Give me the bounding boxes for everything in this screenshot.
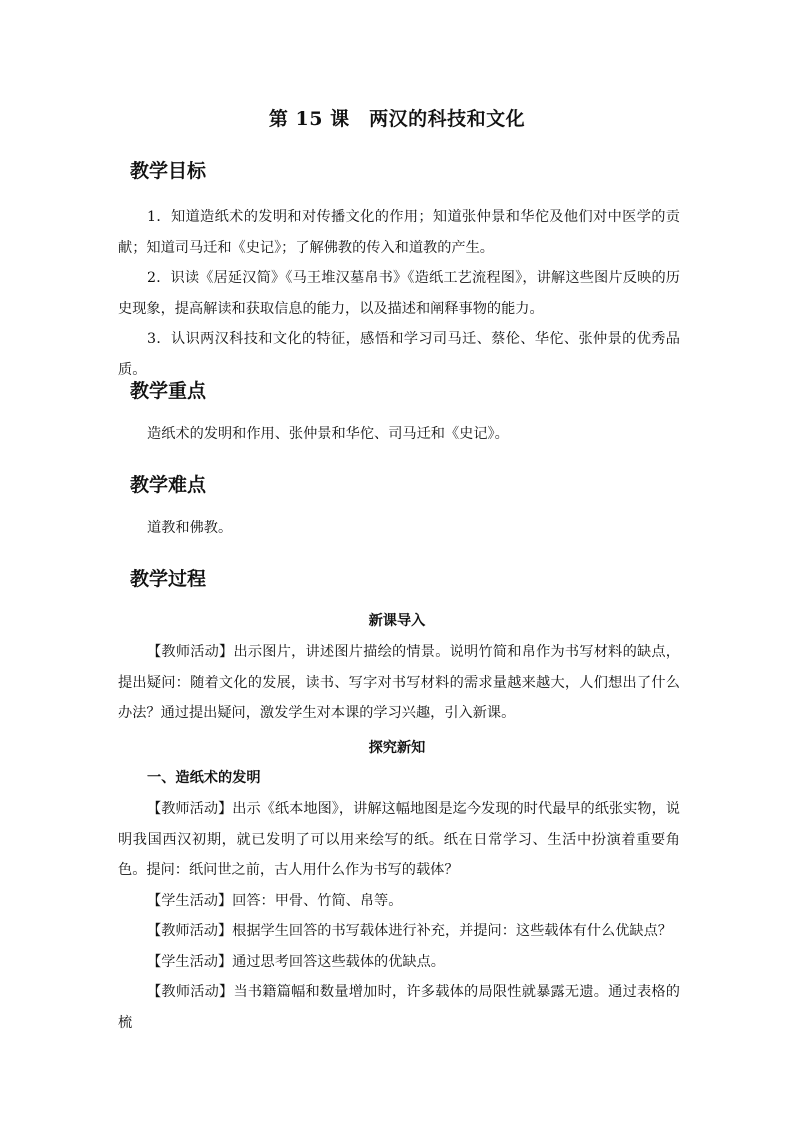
goal-item: 1．知道造纸术的发明和对传播文化的作用；知道张仲景和华佗及他们对中医学的贡献；知道司马迁和《史记》；了解佛教的传入和道教的产生。 (118, 209, 680, 256)
subheading-explore: 探究新知 (368, 740, 426, 756)
paragraph: 【教师活动】根据学生回答的书写载体进行补充，并提问：这些载体有什么优缺点？ (147, 923, 672, 939)
key-points-text: 造纸术的发明和作用、张仲景和华佗、司马迁和《史记》。 (147, 426, 509, 442)
section-title-paper: 一、造纸术的发明 (147, 770, 261, 786)
paragraph: 【教师活动】出示《纸本地图》，讲解这幅地图是迄今发现的时代最早的纸张实物，说明我国西汉初期，就已发明了可以用来绘写的纸。纸在日常学习、生活中扮演着重要角色。提问：纸问世之前，古人用什么作为书写的载体？ (118, 801, 680, 878)
subheading-intro: 新课导入 (368, 613, 426, 629)
intro-text: 【教师活动】出示图片，讲述图片描绘的情景。说明竹简和帛作为书写材料的缺点，提出疑问：随着文化的发展，读书、写字对书写材料的需求量越来越大，人们想出了什么办法？通过提出疑问，激发学生对本课的学习兴趣，引入新课。 (118, 644, 680, 721)
paragraph: 【学生活动】回答：甲骨、竹简、帛等。 (147, 892, 403, 909)
goal-item: 2．识读《居延汉简》《马王堆汉墓帛书》《造纸工艺流程图》，讲解这些图片反映的历史现象，提高解读和获取信息的能力，以及描述和阐释事物的能力。 (118, 270, 680, 317)
paragraph: 【教师活动】当书籍篇幅和数量增加时，许多载体的局限性就暴露无遗。通过表格的梳 (118, 984, 680, 1031)
heading-key-points: 教学重点 (125, 378, 212, 404)
heading-difficult-points: 教学难点 (125, 472, 212, 498)
goals-section (118, 202, 680, 385)
lesson-title: 第 15 课 两汉的科技和文化 (268, 108, 526, 130)
difficult-points-text: 道教和佛教。 (147, 520, 233, 536)
section-paper-body (118, 794, 680, 1038)
heading-teaching-process: 教学过程 (125, 566, 212, 592)
heading-goals: 教学目标 (125, 158, 212, 184)
paragraph: 【学生活动】通过思考回答这些载体的优缺点。 (147, 953, 445, 970)
goal-item: 3．认识两汉科技和文化的特征，感悟和学习司马迁、蔡伦、华佗、张仲景的优秀品质。 (118, 331, 680, 378)
